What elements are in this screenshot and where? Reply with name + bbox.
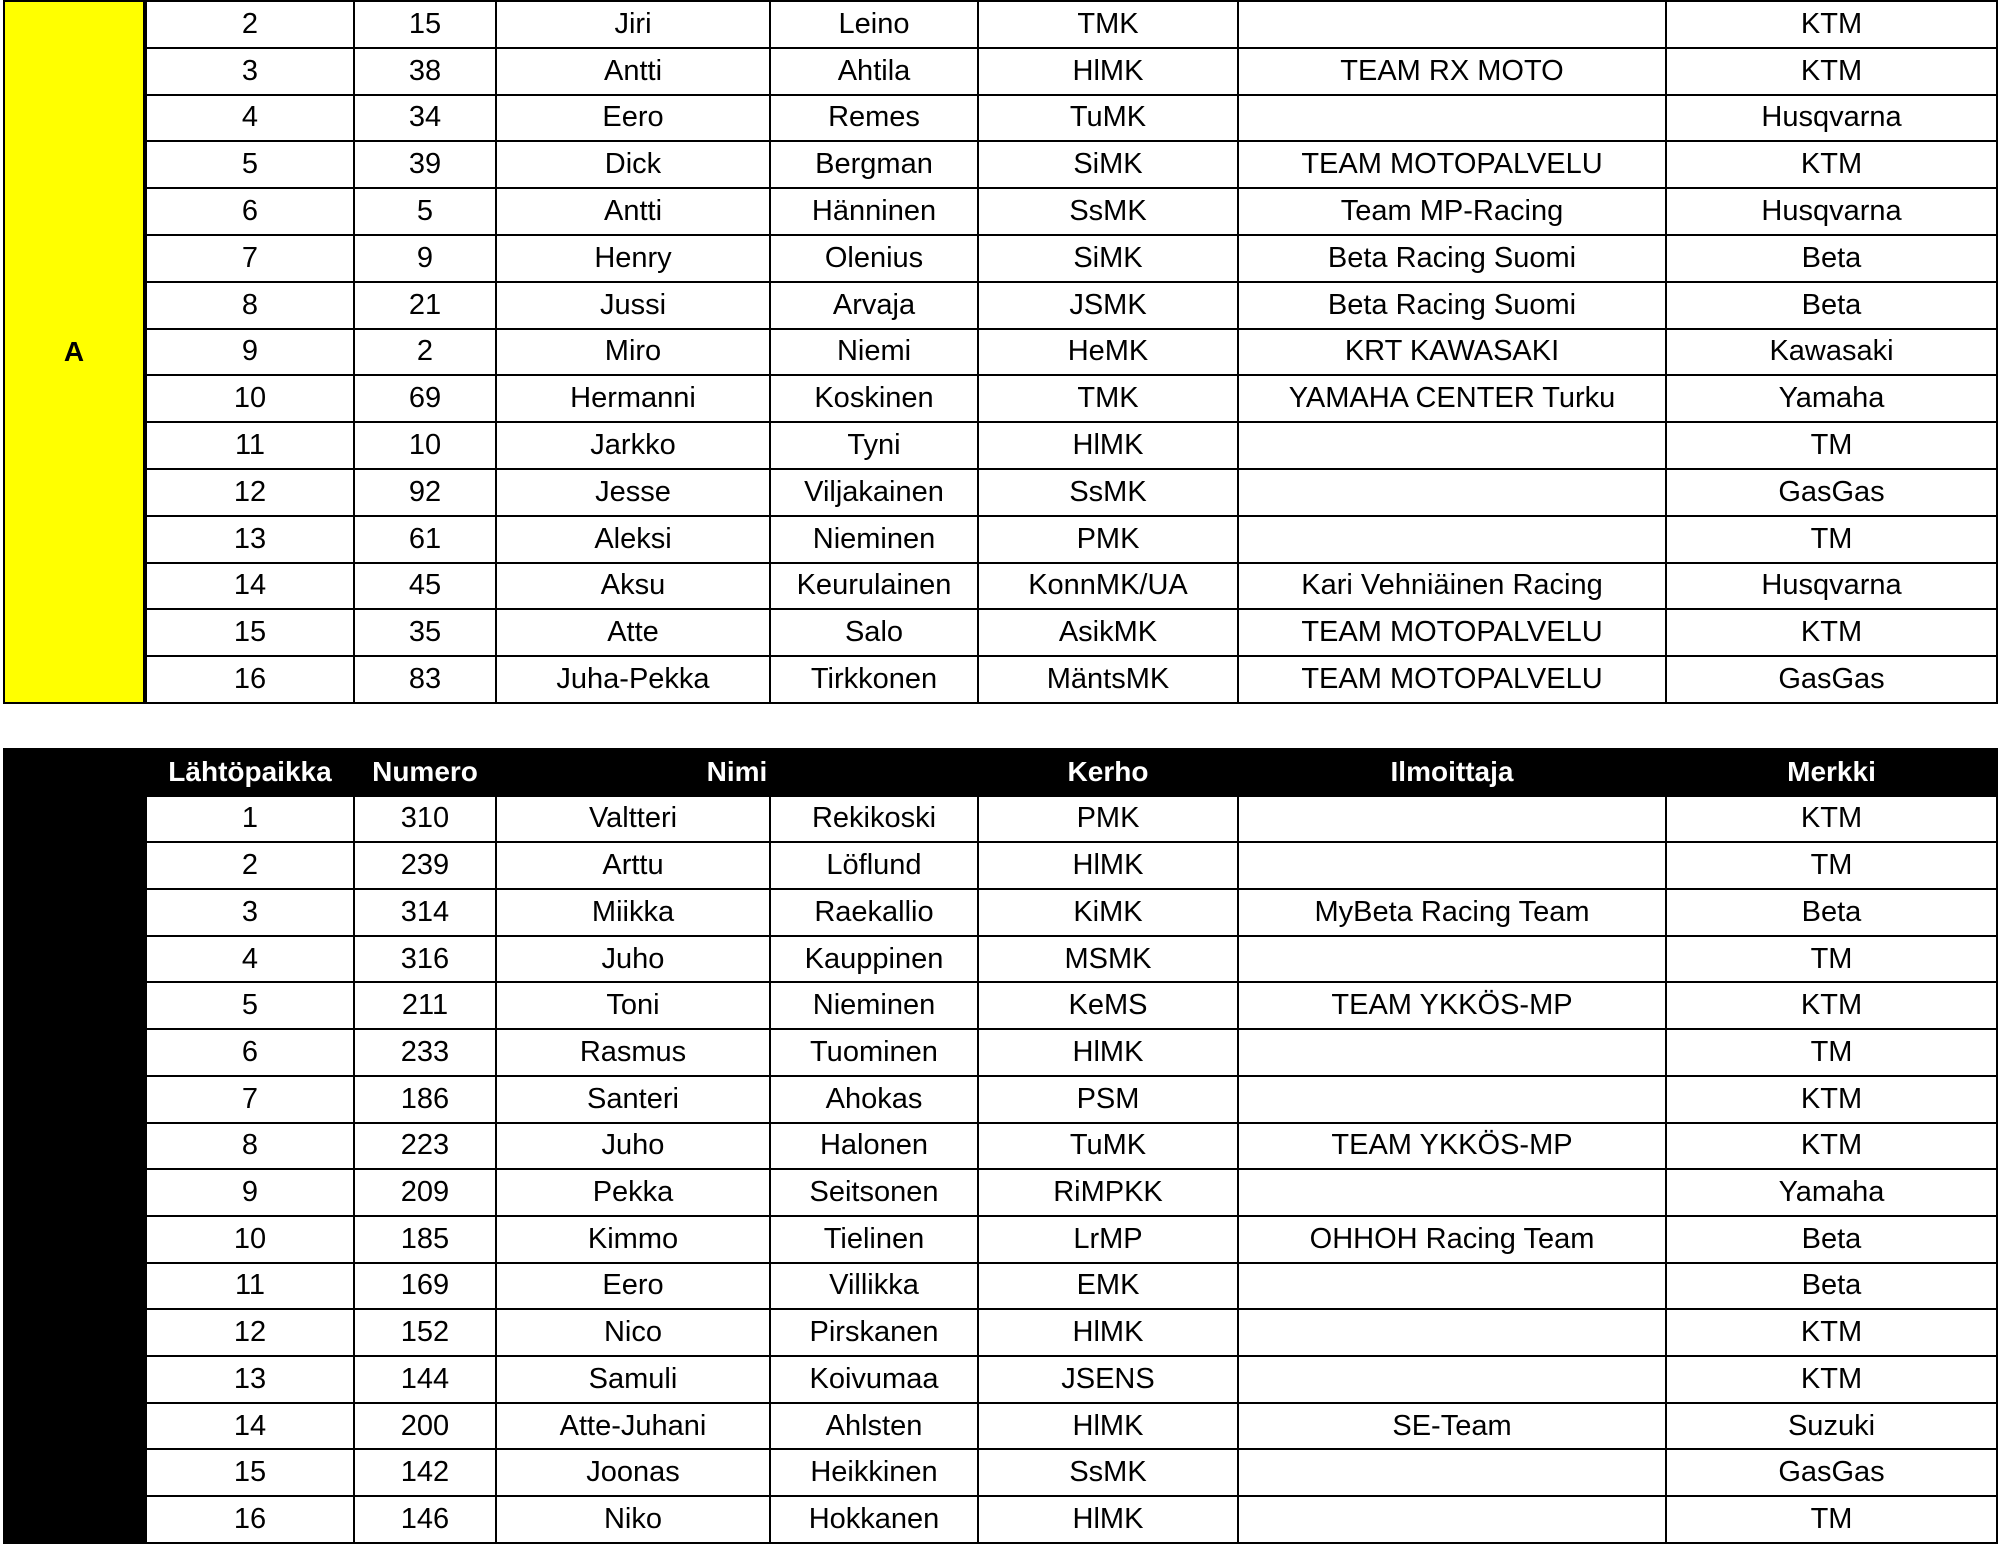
cell-start-position: 10 — [146, 375, 354, 422]
cell-brand: TM — [1666, 516, 1997, 563]
cell-entrant: TEAM YKKÖS-MP — [1238, 1123, 1666, 1170]
cell-brand: KTM — [1666, 48, 1997, 95]
cell-club: PSM — [978, 1076, 1238, 1123]
cell-last-name: Rekikoski — [770, 796, 978, 843]
cell-entrant — [1238, 95, 1666, 142]
cell-entrant: SE-Team — [1238, 1403, 1666, 1450]
cell-entrant: OHHOH Racing Team — [1238, 1216, 1666, 1263]
cell-entrant: TEAM RX MOTO — [1238, 48, 1666, 95]
cell-club: EMK — [978, 1263, 1238, 1310]
cell-club: TuMK — [978, 95, 1238, 142]
cell-number: 185 — [354, 1216, 496, 1263]
cell-first-name: Niko — [496, 1496, 770, 1543]
cell-last-name: Viljakainen — [770, 469, 978, 516]
cell-entrant: TEAM MOTOPALVELU — [1238, 141, 1666, 188]
cell-entrant — [1238, 516, 1666, 563]
cell-number: 61 — [354, 516, 496, 563]
cell-brand: Husqvarna — [1666, 95, 1997, 142]
cell-last-name: Arvaja — [770, 282, 978, 329]
cell-first-name: Rasmus — [496, 1029, 770, 1076]
cell-brand: Husqvarna — [1666, 188, 1997, 235]
cell-first-name: Juho — [496, 1123, 770, 1170]
cell-first-name: Pekka — [496, 1169, 770, 1216]
cell-entrant — [1238, 796, 1666, 843]
cell-last-name: Bergman — [770, 141, 978, 188]
group-b-block — [3, 748, 1998, 1544]
cell-club: HlMK — [978, 422, 1238, 469]
cell-number: 316 — [354, 936, 496, 983]
cell-start-position: 3 — [146, 48, 354, 95]
cell-start-position: 14 — [146, 1403, 354, 1450]
cell-club: HlMK — [978, 842, 1238, 889]
cell-club: HlMK — [978, 1403, 1238, 1450]
table-row — [146, 1403, 1997, 1450]
cell-number: 15 — [354, 1, 496, 48]
table-row — [146, 1356, 1997, 1403]
cell-brand: KTM — [1666, 1123, 1997, 1170]
cell-number: 142 — [354, 1449, 496, 1496]
cell-brand: Beta — [1666, 889, 1997, 936]
cell-last-name: Nieminen — [770, 982, 978, 1029]
cell-start-position: 7 — [146, 235, 354, 282]
table-row — [146, 1449, 1997, 1496]
cell-first-name: Dick — [496, 141, 770, 188]
cell-entrant — [1238, 1449, 1666, 1496]
cell-number: 21 — [354, 282, 496, 329]
cell-start-position: 15 — [146, 1449, 354, 1496]
cell-club: MSMK — [978, 936, 1238, 983]
cell-start-position: 3 — [146, 889, 354, 936]
cell-number: 39 — [354, 141, 496, 188]
cell-number: 83 — [354, 656, 496, 703]
cell-club: TMK — [978, 1, 1238, 48]
cell-start-position: 12 — [146, 1309, 354, 1356]
group-b-label: B — [3, 748, 145, 1544]
table-row — [146, 842, 1997, 889]
cell-first-name: Atte-Juhani — [496, 1403, 770, 1450]
cell-entrant: Kari Vehniäinen Racing — [1238, 563, 1666, 610]
cell-start-position: 8 — [146, 1123, 354, 1170]
cell-first-name: Miikka — [496, 889, 770, 936]
cell-entrant — [1238, 422, 1666, 469]
cell-first-name: Jesse — [496, 469, 770, 516]
cell-last-name: Ahlsten — [770, 1403, 978, 1450]
cell-last-name: Villikka — [770, 1263, 978, 1310]
cell-club: TMK — [978, 375, 1238, 422]
cell-brand: KTM — [1666, 1356, 1997, 1403]
cell-start-position: 5 — [146, 141, 354, 188]
cell-brand: KTM — [1666, 141, 1997, 188]
cell-brand: KTM — [1666, 1076, 1997, 1123]
cell-number: 5 — [354, 188, 496, 235]
table-row — [146, 1123, 1997, 1170]
cell-number: 200 — [354, 1403, 496, 1450]
cell-number: 209 — [354, 1169, 496, 1216]
cell-club: KonnMK/UA — [978, 563, 1238, 610]
cell-club: SiMK — [978, 141, 1238, 188]
header-lahtopaikka: Lähtöpaikka — [146, 749, 354, 796]
cell-entrant — [1238, 842, 1666, 889]
cell-brand: GasGas — [1666, 469, 1997, 516]
cell-club: PMK — [978, 516, 1238, 563]
cell-number: 223 — [354, 1123, 496, 1170]
table-row — [146, 609, 1997, 656]
table-row — [146, 1216, 1997, 1263]
cell-last-name: Salo — [770, 609, 978, 656]
cell-start-position: 11 — [146, 422, 354, 469]
cell-first-name: Aleksi — [496, 516, 770, 563]
cell-first-name: Nico — [496, 1309, 770, 1356]
cell-brand: KTM — [1666, 609, 1997, 656]
cell-club: AsikMK — [978, 609, 1238, 656]
cell-entrant — [1238, 1, 1666, 48]
cell-number: 10 — [354, 422, 496, 469]
group-b-rows — [146, 796, 1997, 1543]
cell-last-name: Remes — [770, 95, 978, 142]
cell-first-name: Samuli — [496, 1356, 770, 1403]
table-row — [146, 469, 1997, 516]
cell-last-name: Ahtila — [770, 48, 978, 95]
cell-start-position: 4 — [146, 95, 354, 142]
cell-entrant: KRT KAWASAKI — [1238, 329, 1666, 376]
table-row — [146, 982, 1997, 1029]
cell-brand: Kawasaki — [1666, 329, 1997, 376]
cell-last-name: Nieminen — [770, 516, 978, 563]
cell-start-position: 9 — [146, 1169, 354, 1216]
group-a-rows — [146, 1, 1997, 703]
table-row — [146, 375, 1997, 422]
cell-last-name: Tielinen — [770, 1216, 978, 1263]
cell-first-name: Juho — [496, 936, 770, 983]
cell-last-name: Tyni — [770, 422, 978, 469]
cell-first-name: Jiri — [496, 1, 770, 48]
cell-club: SsMK — [978, 469, 1238, 516]
table-row — [146, 235, 1997, 282]
table-row — [146, 796, 1997, 843]
cell-club: JSMK — [978, 282, 1238, 329]
table-row — [146, 563, 1997, 610]
table-row — [146, 282, 1997, 329]
cell-number: 152 — [354, 1309, 496, 1356]
cell-brand: TM — [1666, 422, 1997, 469]
cell-last-name: Koskinen — [770, 375, 978, 422]
cell-last-name: Kauppinen — [770, 936, 978, 983]
cell-brand: KTM — [1666, 1309, 1997, 1356]
cell-brand: KTM — [1666, 1, 1997, 48]
table-row — [146, 936, 1997, 983]
cell-first-name: Atte — [496, 609, 770, 656]
cell-club: HlMK — [978, 1496, 1238, 1543]
cell-club: PMK — [978, 796, 1238, 843]
cell-club: HlMK — [978, 1309, 1238, 1356]
header-ilmoittaja: Ilmoittaja — [1238, 749, 1666, 796]
cell-entrant: Beta Racing Suomi — [1238, 282, 1666, 329]
table-row — [146, 48, 1997, 95]
cell-club: SiMK — [978, 235, 1238, 282]
cell-entrant: YAMAHA CENTER Turku — [1238, 375, 1666, 422]
table-row — [146, 141, 1997, 188]
cell-brand: TM — [1666, 1029, 1997, 1076]
cell-start-position: 13 — [146, 516, 354, 563]
cell-number: 211 — [354, 982, 496, 1029]
cell-last-name: Hänninen — [770, 188, 978, 235]
cell-brand: Beta — [1666, 235, 1997, 282]
cell-start-position: 6 — [146, 188, 354, 235]
cell-club: MäntsMK — [978, 656, 1238, 703]
cell-entrant: TEAM MOTOPALVELU — [1238, 609, 1666, 656]
cell-number: 239 — [354, 842, 496, 889]
table-row — [146, 1076, 1997, 1123]
table-row — [146, 1, 1997, 48]
cell-last-name: Niemi — [770, 329, 978, 376]
cell-number: 38 — [354, 48, 496, 95]
cell-club: HlMK — [978, 48, 1238, 95]
cell-start-position: 6 — [146, 1029, 354, 1076]
cell-number: 35 — [354, 609, 496, 656]
table-row — [146, 1169, 1997, 1216]
header-numero: Numero — [354, 749, 496, 796]
cell-start-position: 11 — [146, 1263, 354, 1310]
cell-entrant — [1238, 1496, 1666, 1543]
cell-number: 186 — [354, 1076, 496, 1123]
cell-first-name: Joonas — [496, 1449, 770, 1496]
cell-last-name: Heikkinen — [770, 1449, 978, 1496]
cell-start-position: 13 — [146, 1356, 354, 1403]
cell-brand: Yamaha — [1666, 1169, 1997, 1216]
cell-start-position: 15 — [146, 609, 354, 656]
cell-entrant — [1238, 936, 1666, 983]
cell-entrant: MyBeta Racing Team — [1238, 889, 1666, 936]
table-row — [146, 1309, 1997, 1356]
header-kerho: Kerho — [978, 749, 1238, 796]
cell-number: 92 — [354, 469, 496, 516]
cell-brand: TM — [1666, 936, 1997, 983]
cell-last-name: Raekallio — [770, 889, 978, 936]
cell-last-name: Hokkanen — [770, 1496, 978, 1543]
cell-start-position: 7 — [146, 1076, 354, 1123]
cell-last-name: Koivumaa — [770, 1356, 978, 1403]
cell-start-position: 10 — [146, 1216, 354, 1263]
group-b-table — [145, 748, 1998, 1544]
cell-last-name: Olenius — [770, 235, 978, 282]
cell-start-position: 12 — [146, 469, 354, 516]
cell-number: 233 — [354, 1029, 496, 1076]
cell-first-name: Aksu — [496, 563, 770, 610]
cell-number: 45 — [354, 563, 496, 610]
cell-brand: Yamaha — [1666, 375, 1997, 422]
cell-entrant — [1238, 1029, 1666, 1076]
cell-start-position: 8 — [146, 282, 354, 329]
cell-club: RiMPKK — [978, 1169, 1238, 1216]
cell-entrant: TEAM MOTOPALVELU — [1238, 656, 1666, 703]
cell-entrant — [1238, 1263, 1666, 1310]
table-row — [146, 889, 1997, 936]
cell-number: 146 — [354, 1496, 496, 1543]
table-row — [146, 329, 1997, 376]
cell-first-name: Eero — [496, 95, 770, 142]
table-row — [146, 188, 1997, 235]
cell-number: 34 — [354, 95, 496, 142]
cell-last-name: Seitsonen — [770, 1169, 978, 1216]
cell-last-name: Halonen — [770, 1123, 978, 1170]
cell-brand: KTM — [1666, 796, 1997, 843]
cell-entrant: TEAM YKKÖS-MP — [1238, 982, 1666, 1029]
cell-last-name: Tuominen — [770, 1029, 978, 1076]
cell-club: JSENS — [978, 1356, 1238, 1403]
cell-last-name: Tirkkonen — [770, 656, 978, 703]
cell-brand: Husqvarna — [1666, 563, 1997, 610]
cell-entrant: Beta Racing Suomi — [1238, 235, 1666, 282]
cell-number: 2 — [354, 329, 496, 376]
cell-number: 69 — [354, 375, 496, 422]
cell-entrant — [1238, 1169, 1666, 1216]
cell-last-name: Keurulainen — [770, 563, 978, 610]
cell-brand: Beta — [1666, 1263, 1997, 1310]
cell-entrant — [1238, 1309, 1666, 1356]
cell-start-position: 16 — [146, 656, 354, 703]
cell-brand: GasGas — [1666, 656, 1997, 703]
group-a-block — [3, 0, 1998, 704]
cell-first-name: Eero — [496, 1263, 770, 1310]
cell-first-name: Toni — [496, 982, 770, 1029]
cell-start-position: 16 — [146, 1496, 354, 1543]
cell-last-name: Löflund — [770, 842, 978, 889]
table-row — [146, 1496, 1997, 1543]
table-row — [146, 422, 1997, 469]
cell-first-name: Henry — [496, 235, 770, 282]
cell-entrant — [1238, 1356, 1666, 1403]
cell-first-name: Hermanni — [496, 375, 770, 422]
cell-first-name: Valtteri — [496, 796, 770, 843]
cell-club: TuMK — [978, 1123, 1238, 1170]
cell-entrant: Team MP-Racing — [1238, 188, 1666, 235]
cell-start-position: 5 — [146, 982, 354, 1029]
cell-club: SsMK — [978, 188, 1238, 235]
header-nimi: Nimi — [496, 749, 978, 796]
table-row — [146, 656, 1997, 703]
table-row — [146, 1263, 1997, 1310]
cell-first-name: Antti — [496, 188, 770, 235]
cell-start-position: 2 — [146, 1, 354, 48]
table-row — [146, 516, 1997, 563]
table-header-row — [146, 749, 1997, 796]
cell-brand: Suzuki — [1666, 1403, 1997, 1450]
cell-start-position: 1 — [146, 796, 354, 843]
cell-first-name: Jarkko — [496, 422, 770, 469]
cell-start-position: 2 — [146, 842, 354, 889]
cell-first-name: Santeri — [496, 1076, 770, 1123]
cell-brand: Beta — [1666, 1216, 1997, 1263]
cell-first-name: Miro — [496, 329, 770, 376]
cell-first-name: Jussi — [496, 282, 770, 329]
cell-club: KeMS — [978, 982, 1238, 1029]
cell-number: 169 — [354, 1263, 496, 1310]
cell-start-position: 4 — [146, 936, 354, 983]
group-a-label: A — [3, 0, 145, 704]
cell-entrant — [1238, 1076, 1666, 1123]
cell-brand: GasGas — [1666, 1449, 1997, 1496]
cell-first-name: Kimmo — [496, 1216, 770, 1263]
cell-club: KiMK — [978, 889, 1238, 936]
cell-start-position: 14 — [146, 563, 354, 610]
cell-brand: Beta — [1666, 282, 1997, 329]
cell-brand: TM — [1666, 1496, 1997, 1543]
cell-club: HlMK — [978, 1029, 1238, 1076]
table-row — [146, 1029, 1997, 1076]
cell-number: 9 — [354, 235, 496, 282]
cell-entrant — [1238, 469, 1666, 516]
cell-number: 314 — [354, 889, 496, 936]
cell-brand: KTM — [1666, 982, 1997, 1029]
cell-brand: TM — [1666, 842, 1997, 889]
cell-club: SsMK — [978, 1449, 1238, 1496]
cell-last-name: Pirskanen — [770, 1309, 978, 1356]
cell-last-name: Leino — [770, 1, 978, 48]
table-row — [146, 95, 1997, 142]
cell-last-name: Ahokas — [770, 1076, 978, 1123]
cell-number: 310 — [354, 796, 496, 843]
header-merkki: Merkki — [1666, 749, 1997, 796]
cell-first-name: Juha-Pekka — [496, 656, 770, 703]
cell-first-name: Arttu — [496, 842, 770, 889]
group-a-table — [145, 0, 1998, 704]
cell-first-name: Antti — [496, 48, 770, 95]
cell-start-position: 9 — [146, 329, 354, 376]
cell-club: HeMK — [978, 329, 1238, 376]
cell-number: 144 — [354, 1356, 496, 1403]
cell-club: LrMP — [978, 1216, 1238, 1263]
